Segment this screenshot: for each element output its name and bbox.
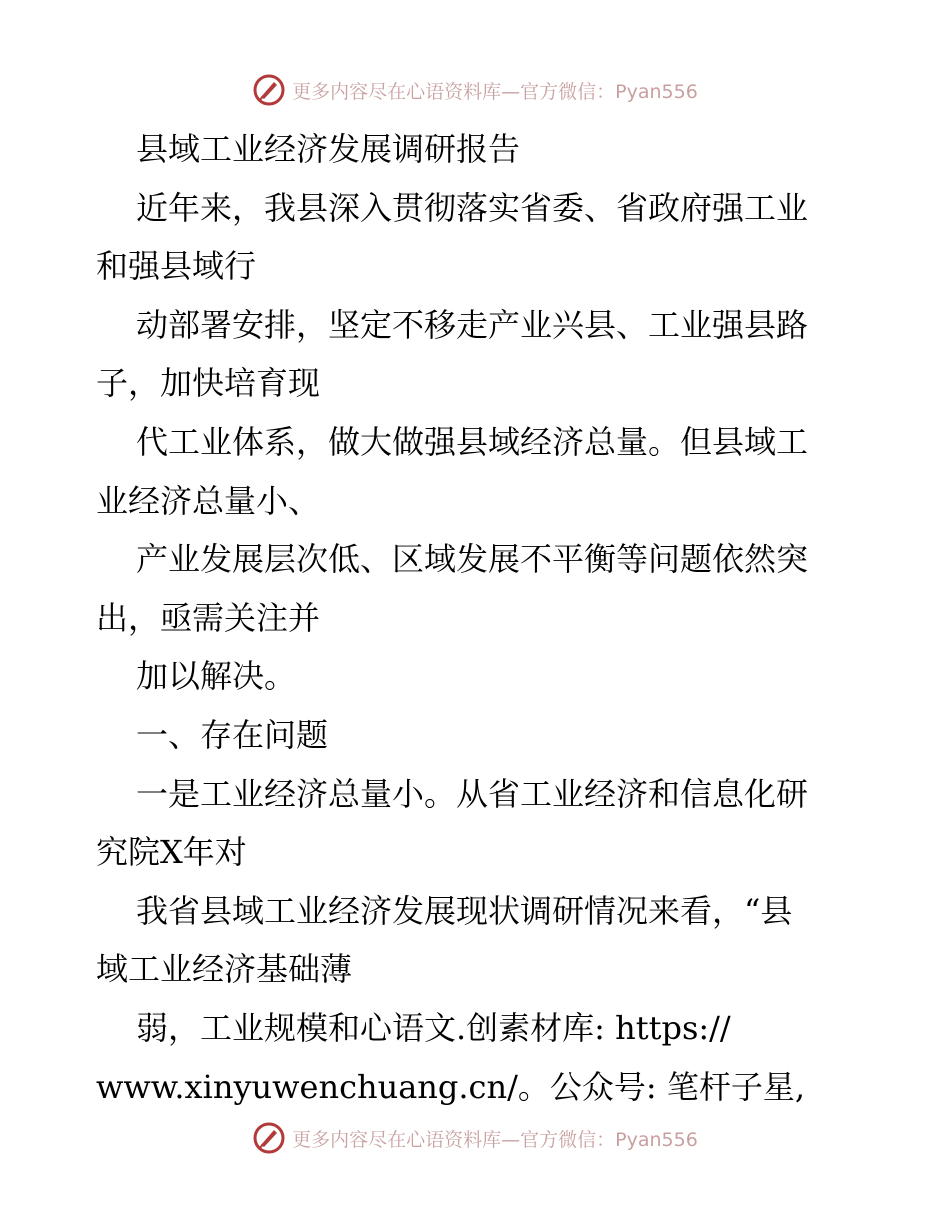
text-line: 产业发展层次低、区域发展不平衡等问题依然突 [136,540,809,579]
text-line: 究院X年对 [96,833,247,872]
quill-logo-icon [252,1121,286,1155]
text-line: 近年来，我县深入贯彻落实省委、省政府强工业 [136,188,809,227]
quill-logo-icon [252,73,286,107]
text-line: www.xinyuwenchuang.cn/。公众号: 笔杆子星, [96,1067,805,1106]
text-line: 代工业体系，做大做强县域经济总量。但县域工 [136,422,809,461]
text-line: 我省县域工业经济发展现状调研情况来看，“县 [136,891,793,930]
text-line: 子，加快培育现 [96,364,321,403]
header-watermark-inner [252,73,698,107]
document-text [96,120,856,1116]
document-body [96,120,856,1116]
text-line: 域工业经济基础薄 [96,950,353,989]
text-line: 加以解决。 [136,657,297,696]
text-line: 出，亟需关注并 [96,598,321,637]
text-line: 弱，工业规模和心语文.创素材库: https:// [136,1008,731,1047]
text-line: 和强县域行 [96,247,257,286]
text-line: 一是工业经济总量小。从省工业经济和信息化研 [136,774,809,813]
footer-watermark [0,1118,950,1158]
text-line: 动部署安排，坚定不移走产业兴县、工业强县路 [136,305,809,344]
header-watermark-text: 更多内容尽在心语资料库—官方微信：Pyan556 [292,80,698,103]
footer-watermark-inner [252,1121,698,1155]
text-line: 业经济总量小、 [96,481,321,520]
document-title: 县域工业经济发展调研报告 [136,130,521,168]
header-watermark [0,70,950,110]
footer-watermark-text: 更多内容尽在心语资料库—官方微信：Pyan556 [292,1128,698,1151]
section-heading: 一、存在问题 [136,715,329,754]
